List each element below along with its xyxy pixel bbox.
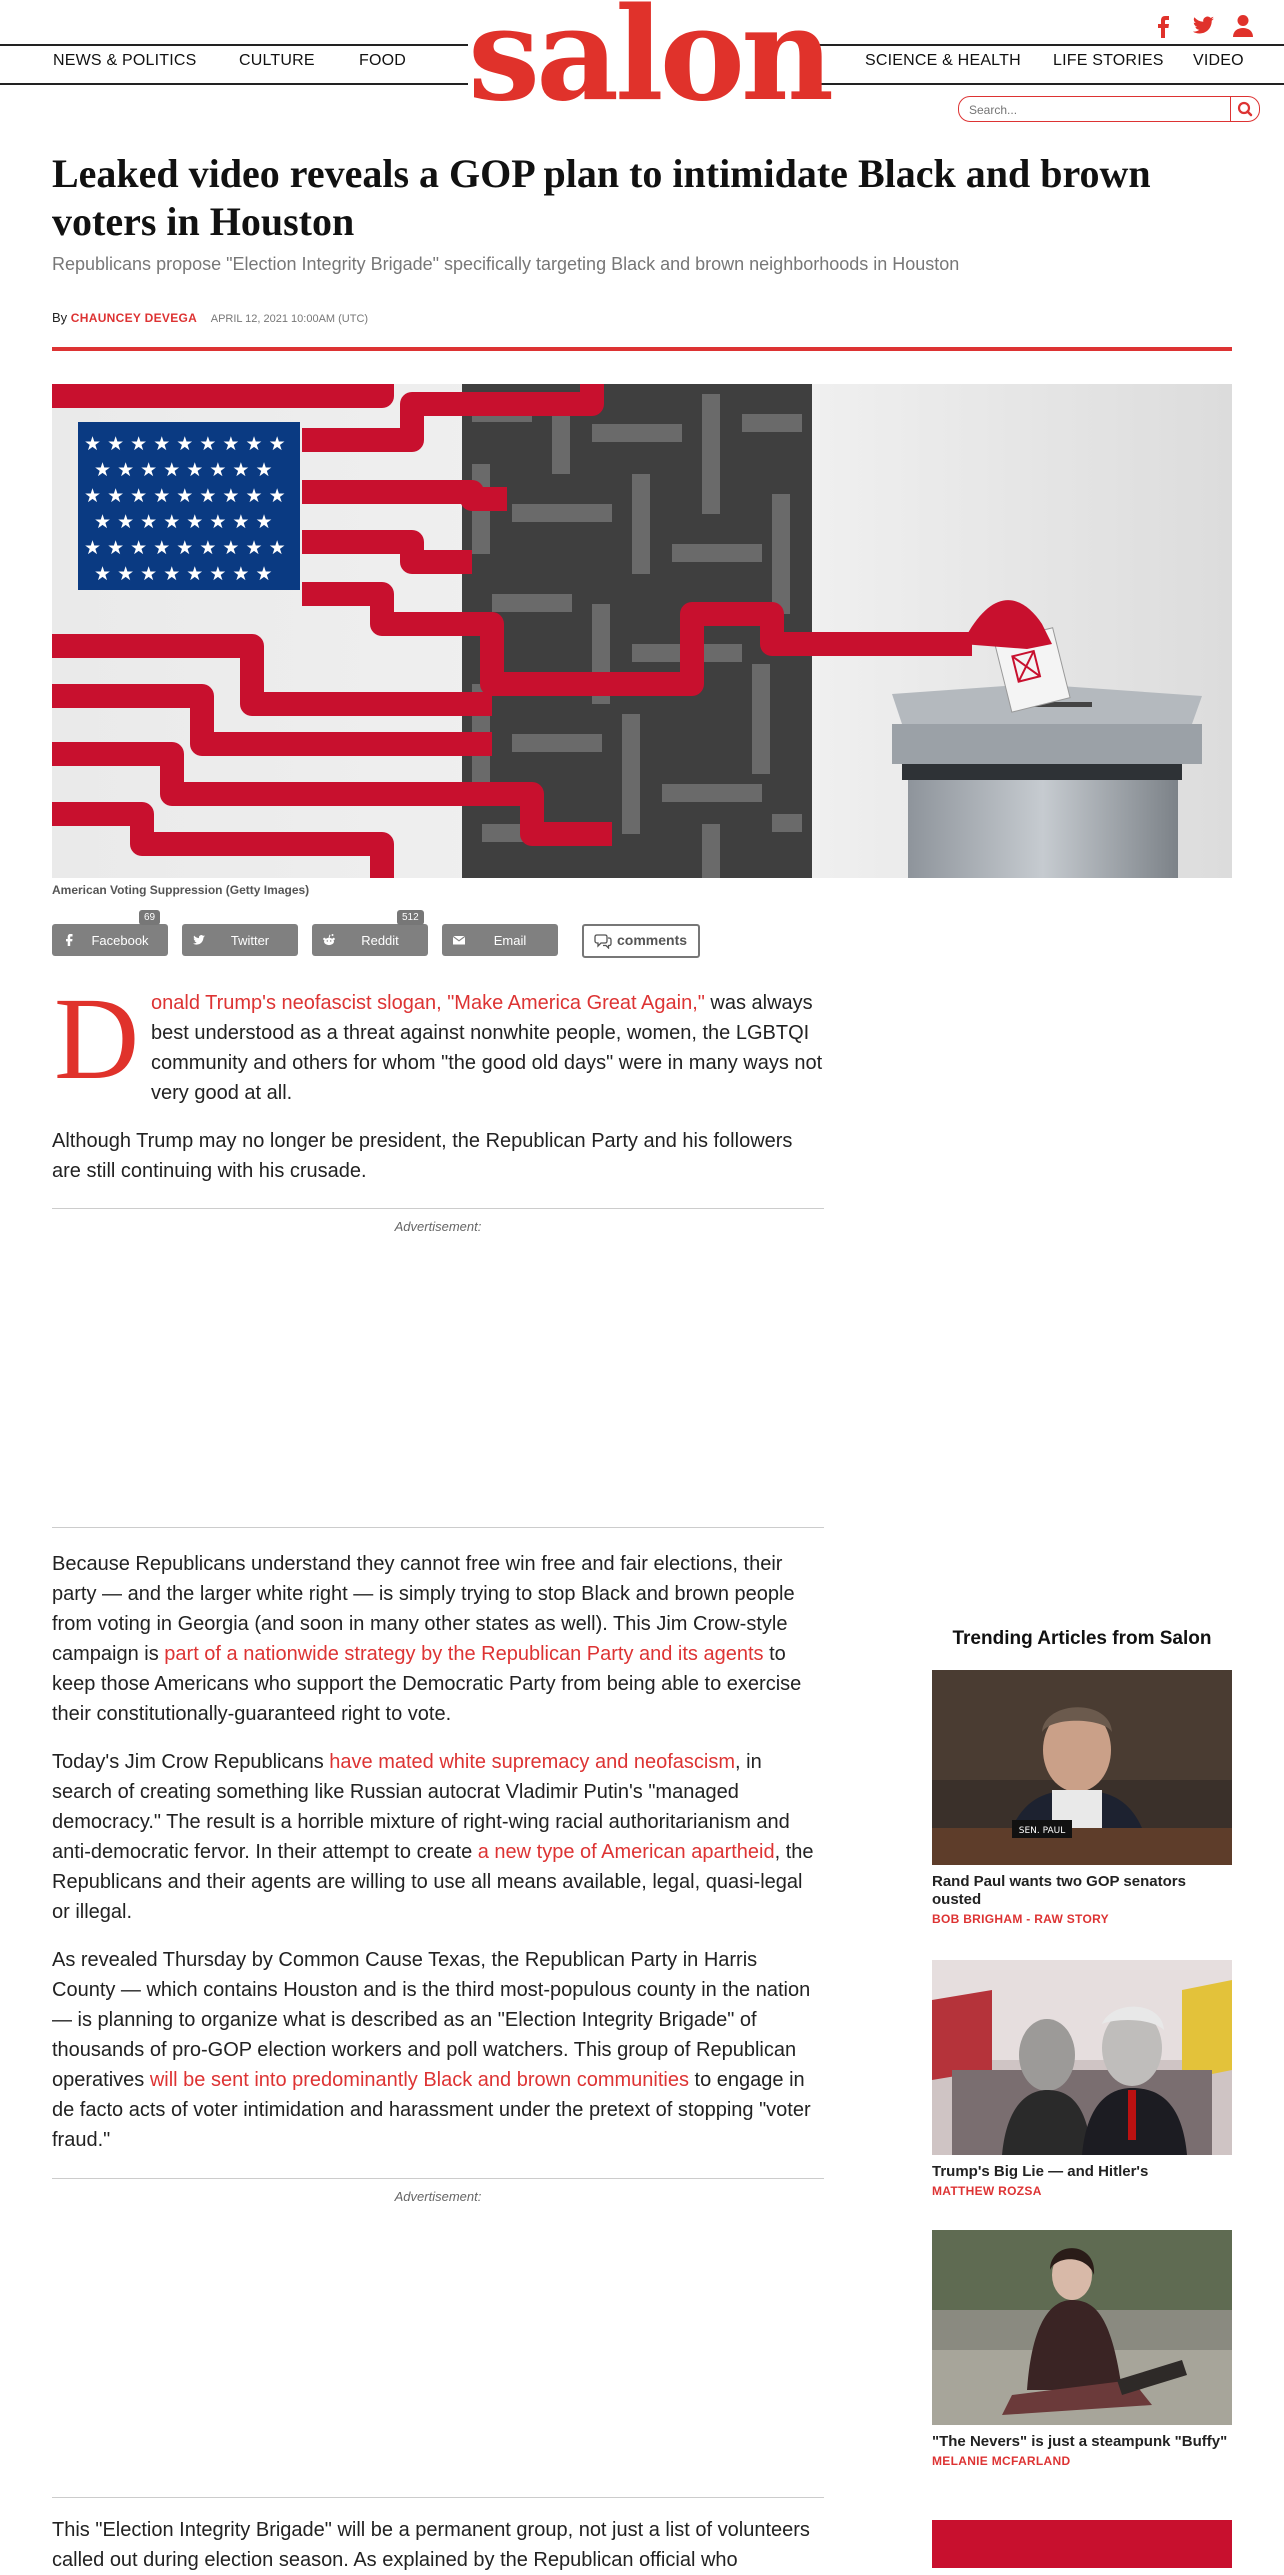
drop-cap: D [54,973,140,1104]
paragraph-4 [52,1747,824,1927]
salon-logo[interactable]: salon [468,0,831,130]
trending-title: Trending Articles from Salon [952,1628,1212,1649]
facebook-icon[interactable] [1150,12,1176,38]
trending-item[interactable] [932,2230,1232,2468]
facebook-share-count: 69 [139,910,160,925]
trending-thumbnail [932,2230,1232,2425]
link-nationwide-strategy[interactable]: part of a nationwide strategy by the Republican Party and its agents [164,1643,764,1665]
nav-news-politics[interactable]: NEWS & POLITICS [53,52,197,69]
nav-science-health[interactable]: SCIENCE & HEALTH [865,52,1021,69]
share-twitter-button[interactable] [182,924,298,956]
trending-item-author: MELANIE MCFARLAND [932,2454,1071,2468]
share-twitter-label: Twitter [230,933,270,948]
ad-label: Advertisement: [394,2189,482,2204]
paragraph-4-text-c: , the Republicans and their agents are willing to use all means available, legal, quasi-legal or illegal. [52,1841,814,1923]
trending-item-author: MATTHEW ROZSA [932,2184,1042,2198]
paragraph-3 [52,1549,824,1729]
link-white-supremacy[interactable]: have mated white supremacy and neofascism [329,1751,736,1773]
share-email-label: Email [493,933,527,948]
comments-button[interactable] [582,924,700,958]
title-divider [52,347,1232,351]
comments-icon [594,933,612,949]
twitter-icon[interactable] [1190,12,1216,38]
paragraph-4-text-a: Today's Jim Crow Republicans [52,1751,330,1773]
paragraph-5-text-a: As revealed Thursday by Common Cause Texas, the Republican Party in Harris County — which contains Houston and is the third most-populous county in the nation — is planning to organize what is described as an "Election Integrity Brigade" of thousands of pro-GOP election workers and poll watchers. This group of Republican operatives [52,1949,811,2091]
share-reddit-label: Reddit [361,933,399,948]
author-link[interactable]: CHAUNCEY DEVEGA [70,311,198,325]
svg-text:★ ★ ★ ★ ★ ★ ★ ★: ★ ★ ★ ★ ★ ★ ★ ★ [94,459,273,481]
ad-slot-2 [52,2178,824,2498]
article-subtitle: Republicans propose "Election Integrity Brigade" specifically targeting Black and brown neighborhoods in Houston [52,254,960,274]
trending-thumbnail [932,1960,1232,2155]
byline-by: By [52,310,68,325]
svg-text:★ ★ ★ ★ ★ ★ ★ ★: ★ ★ ★ ★ ★ ★ ★ ★ [94,511,273,533]
share-email-button[interactable] [442,924,558,956]
publish-date: APRIL 12, 2021 10:00AM (UTC) [210,313,369,325]
paragraph-3-text-b: to keep those Americans who support the Democratic Party from being able to exercise their constitutionally-guaranteed right to vote. [52,1643,802,1725]
user-icon[interactable] [1230,12,1256,38]
trending-thumbnail [932,2520,1232,2568]
trending-item-title: "The Nevers" is just a steampunk "Buffy" [932,2433,1228,2450]
hero-image [52,384,1232,878]
svg-text:★ ★ ★ ★ ★ ★ ★ ★ ★: ★ ★ ★ ★ ★ ★ ★ ★ ★ [84,433,286,455]
share-facebook-button[interactable] [52,912,168,956]
trending-item[interactable] [932,1960,1232,2198]
nameplate-label: SEN. PAUL [1018,1826,1066,1836]
nav-food[interactable]: FOOD [359,52,407,69]
search-box [958,96,1260,122]
paragraph-6: This "Election Integrity Brigade" will be a permanent group, not just a list of volunteers called out during election season. As explained by the Republican official who [52,2519,810,2571]
comments-label: comments [617,932,688,948]
search-button[interactable] [1230,97,1259,121]
nav-culture[interactable]: CULTURE [239,52,315,69]
link-maga-slogan[interactable]: onald Trump's neofascist slogan, "Make America Great Again," [151,992,705,1014]
ad-label: Advertisement: [394,1219,482,1234]
nav-video[interactable]: VIDEO [1193,52,1244,69]
link-american-apartheid[interactable]: a new type of American apartheid [477,1841,775,1863]
share-reddit-button[interactable] [312,912,428,956]
svg-text:★ ★ ★ ★ ★ ★ ★ ★ ★: ★ ★ ★ ★ ★ ★ ★ ★ ★ [84,537,286,559]
paragraph-5 [52,1945,824,2155]
nav-life-stories[interactable]: LIFE STORIES [1053,52,1164,69]
trending-item-title: Trump's Big Lie — and Hitler's [932,2163,1149,2180]
trending-item-title: Rand Paul wants two GOP senators ousted [932,1873,1186,1908]
ad-slot-1 [52,1208,824,1528]
trending-item[interactable] [932,1670,1232,1926]
paragraph-2: Although Trump may no longer be president, the Republican Party and his followers are still continuing with his crusade. [52,1130,793,1182]
trending-item[interactable] [932,2520,1232,2568]
paragraph-1 [151,988,823,1108]
article-title: Leaked video reveals a GOP plan to intimidate Black and brown voters in Houston [52,151,1151,244]
search-icon [1231,97,1259,121]
paragraph-1-text: was always best understood as a threat against nonwhite people, women, the LGBTQI community and others for whom "the good old days" were in many ways not very good at all. [151,992,823,1104]
svg-text:★ ★ ★ ★ ★ ★ ★ ★: ★ ★ ★ ★ ★ ★ ★ ★ [94,563,273,585]
paragraph-5-text-b: to engage in de facto acts of voter intimidation and harassment under the pretext of stopping "voter fraud." [52,2069,811,2151]
link-black-brown-communities[interactable]: will be sent into predominantly Black and brown communities [149,2069,689,2091]
share-facebook-label: Facebook [91,933,149,948]
search-input[interactable] [967,100,1223,120]
byline [52,310,368,325]
trending-thumbnail [932,1670,1232,1865]
trending-item-author: BOB BRIGHAM - RAW STORY [932,1912,1109,1926]
svg-text:★ ★ ★ ★ ★ ★ ★ ★ ★: ★ ★ ★ ★ ★ ★ ★ ★ ★ [84,485,286,507]
reddit-share-count: 512 [397,910,424,925]
paragraph-3-text-a: Because Republicans understand they cannot free win free and fair elections, their party — and the larger white right — is simply trying to stop Black and brown people from voting in Georgia (and soon in many other states as well). This Jim Crow-style campaign is [52,1553,795,1665]
image-caption: American Voting Suppression (Getty Images) [52,883,310,897]
paragraph-4-text-b: , in search of creating something like Russian autocrat Vladimir Putin's "managed democracy." The result is a horrible mixture of right-wing racial authoritarianism and anti-democratic fervor. In their attempt to create [52,1751,790,1863]
